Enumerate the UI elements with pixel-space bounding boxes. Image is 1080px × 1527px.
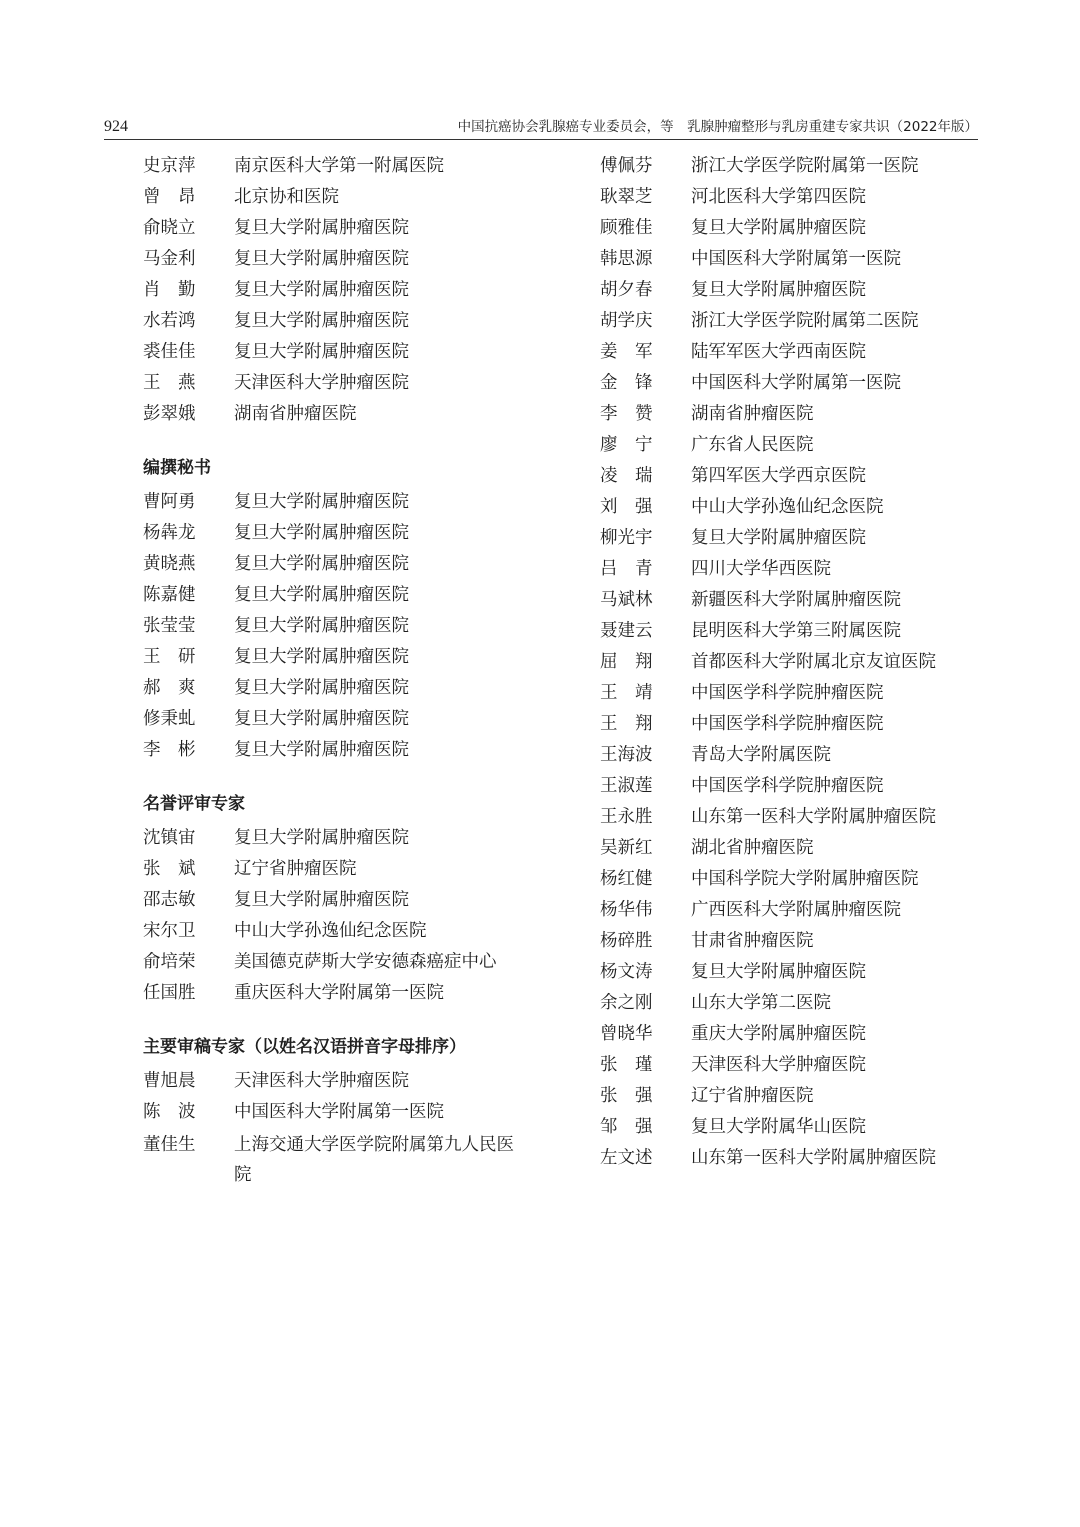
expert-name: 王淑莲 — [600, 776, 653, 796]
expert-institution: 复旦大学附属肿瘤医院 — [234, 342, 409, 362]
expert-institution: 复旦大学附属肿瘤医院 — [234, 311, 409, 331]
list-item — [143, 1126, 563, 1190]
list-item — [600, 459, 1000, 490]
list-item — [143, 671, 563, 702]
list-item — [143, 976, 563, 1007]
expert-name: 水若鸿 — [143, 311, 196, 331]
list-item — [600, 1048, 1000, 1079]
list-item — [600, 273, 1000, 304]
expert-name: 杨华伟 — [600, 900, 653, 920]
list-item — [600, 862, 1000, 893]
section-editorial-secretaries — [143, 452, 563, 764]
expert-name: 刘 强 — [600, 497, 653, 517]
expert-institution: 湖北省肿瘤医院 — [691, 838, 814, 858]
expert-institution: 复旦大学附属肿瘤医院 — [234, 740, 409, 760]
list-item — [600, 1141, 1000, 1172]
expert-name: 沈镇宙 — [143, 828, 196, 848]
expert-institution: 复旦大学附属肿瘤医院 — [691, 962, 866, 982]
list-item — [600, 552, 1000, 583]
list-item — [600, 738, 1000, 769]
expert-name: 杨文涛 — [600, 962, 653, 982]
expert-name: 杨红健 — [600, 869, 653, 889]
list-item — [143, 180, 563, 211]
list-item — [600, 614, 1000, 645]
list-item — [600, 583, 1000, 614]
expert-institution: 天津医科大学肿瘤医院 — [234, 373, 409, 393]
list-item — [600, 769, 1000, 800]
list-item — [143, 149, 563, 180]
expert-institution: 复旦大学附属肿瘤医院 — [234, 616, 409, 636]
expert-institution: 辽宁省肿瘤医院 — [691, 1086, 814, 1106]
page-header — [104, 117, 978, 140]
expert-name: 胡学庆 — [600, 311, 653, 331]
expert-name: 胡夕春 — [600, 280, 653, 300]
expert-institution: 昆明医科大学第三附属医院 — [691, 621, 901, 641]
expert-name: 李 彬 — [143, 740, 196, 760]
expert-institution: 中山大学孙逸仙纪念医院 — [691, 497, 884, 517]
expert-name: 曹阿勇 — [143, 492, 196, 512]
expert-institution: 复旦大学附属肿瘤医院 — [234, 709, 409, 729]
list-item — [600, 428, 1000, 459]
section-title: 主要审稿专家（以姓名汉语拼音字母排序） — [143, 1037, 466, 1057]
expert-institution: 山东第一医科大学附属肿瘤医院 — [691, 807, 936, 827]
expert-name: 柳光宇 — [600, 528, 653, 548]
list-item — [143, 914, 563, 945]
expert-name: 王永胜 — [600, 807, 653, 827]
list-item — [143, 733, 563, 764]
list-item — [143, 242, 563, 273]
list-item — [143, 304, 563, 335]
expert-institution: 复旦大学附属肿瘤医院 — [234, 523, 409, 543]
expert-name: 凌 瑞 — [600, 466, 653, 486]
section-title: 编撰秘书 — [143, 458, 211, 478]
expert-institution: 第四军医大学西京医院 — [691, 466, 866, 486]
expert-name: 陈 波 — [143, 1102, 196, 1122]
page-number: 924 — [104, 118, 128, 135]
expert-institution: 中国医学科学院肿瘤医院 — [691, 683, 884, 703]
expert-name: 史京萍 — [143, 156, 196, 176]
list-item — [143, 335, 563, 366]
expert-name: 吴新红 — [600, 838, 653, 858]
list-item — [143, 640, 563, 671]
expert-institution: 浙江大学医学院附属第二医院 — [691, 311, 919, 331]
section-honorary-reviewers — [143, 788, 563, 1007]
expert-name: 曾晓华 — [600, 1024, 653, 1044]
expert-institution: 北京协和医院 — [234, 187, 339, 207]
left-column — [143, 149, 563, 1190]
expert-institution: 山东第一医科大学附属肿瘤医院 — [691, 1148, 936, 1168]
expert-name: 廖 宁 — [600, 435, 653, 455]
list-item — [143, 609, 563, 640]
expert-institution: 中国医学科学院肿瘤医院 — [691, 714, 884, 734]
expert-name: 郝 爽 — [143, 678, 196, 698]
list-item — [143, 273, 563, 304]
expert-institution: 复旦大学附属肿瘤医院 — [234, 554, 409, 574]
expert-name: 左文述 — [600, 1148, 653, 1168]
expert-name: 余之刚 — [600, 993, 653, 1013]
expert-institution: 中国医科大学附属第一医院 — [234, 1102, 444, 1122]
expert-institution: 青岛大学附属医院 — [691, 745, 831, 765]
expert-name: 王 研 — [143, 647, 196, 667]
expert-name: 邵志敏 — [143, 890, 196, 910]
expert-institution: 新疆医科大学附属肿瘤医院 — [691, 590, 901, 610]
list-item — [143, 852, 563, 883]
list-item — [600, 893, 1000, 924]
expert-institution: 山东大学第二医院 — [691, 993, 831, 1013]
expert-name: 马斌林 — [600, 590, 653, 610]
list-item — [600, 490, 1000, 521]
expert-name: 李 赞 — [600, 404, 653, 424]
expert-institution: 浙江大学医学院附属第一医院 — [691, 156, 919, 176]
expert-institution: 天津医科大学肿瘤医院 — [234, 1071, 409, 1091]
right-column — [600, 149, 1000, 1172]
list-item — [143, 578, 563, 609]
list-item — [143, 516, 563, 547]
expert-name: 韩思源 — [600, 249, 653, 269]
list-item — [600, 180, 1000, 211]
list-item — [600, 1017, 1000, 1048]
list-item — [600, 335, 1000, 366]
expert-name: 金 锋 — [600, 373, 653, 393]
expert-institution: 中山大学孙逸仙纪念医院 — [234, 921, 427, 941]
expert-name: 陈嘉健 — [143, 585, 196, 605]
expert-name: 曹旭晨 — [143, 1071, 196, 1091]
expert-name: 彭翠娥 — [143, 404, 196, 424]
expert-institution: 美国德克萨斯大学安德森癌症中心 — [234, 952, 497, 972]
expert-institution: 陆军军医大学西南医院 — [691, 342, 866, 362]
expert-name: 杨犇龙 — [143, 523, 196, 543]
expert-institution: 中国医科大学附属第一医院 — [691, 249, 901, 269]
expert-institution: 甘肃省肿瘤医院 — [691, 931, 814, 951]
expert-institution: 上海交通大学医学院附属第九人民医院 — [234, 1135, 514, 1185]
expert-name: 黄晓燕 — [143, 554, 196, 574]
list-item — [600, 707, 1000, 738]
expert-name: 宋尔卫 — [143, 921, 196, 941]
expert-name: 吕 青 — [600, 559, 653, 579]
expert-institution: 中国医科大学附属第一医院 — [691, 373, 901, 393]
expert-institution: 复旦大学附属肿瘤医院 — [691, 528, 866, 548]
expert-name: 杨碎胜 — [600, 931, 653, 951]
expert-name: 耿翠芝 — [600, 187, 653, 207]
expert-institution: 复旦大学附属肿瘤医院 — [691, 218, 866, 238]
list-item — [600, 1110, 1000, 1141]
list-item — [600, 645, 1000, 676]
expert-institution: 复旦大学附属肿瘤医院 — [691, 280, 866, 300]
expert-institution: 河北医科大学第四医院 — [691, 187, 866, 207]
list-item — [600, 800, 1000, 831]
list-item — [600, 521, 1000, 552]
expert-institution: 复旦大学附属肿瘤医院 — [234, 218, 409, 238]
expert-name: 姜 军 — [600, 342, 653, 362]
list-item — [600, 211, 1000, 242]
expert-name: 邹 强 — [600, 1117, 653, 1137]
expert-institution: 南京医科大学第一附属医院 — [234, 156, 444, 176]
expert-institution: 重庆医科大学附属第一医院 — [234, 983, 444, 1003]
expert-name: 张 强 — [600, 1086, 653, 1106]
list-item — [600, 831, 1000, 862]
list-item — [143, 883, 563, 914]
expert-name: 张 瑾 — [600, 1055, 653, 1075]
expert-name: 傅佩芬 — [600, 156, 653, 176]
expert-institution: 湖南省肿瘤医院 — [234, 404, 357, 424]
section-main-reviewers — [143, 1031, 563, 1190]
expert-institution: 复旦大学附属肿瘤医院 — [234, 647, 409, 667]
expert-institution: 中国科学院大学附属肿瘤医院 — [691, 869, 919, 889]
expert-institution: 辽宁省肿瘤医院 — [234, 859, 357, 879]
expert-name: 王 靖 — [600, 683, 653, 703]
expert-name: 马金利 — [143, 249, 196, 269]
list-item — [143, 366, 563, 397]
expert-name: 王 燕 — [143, 373, 196, 393]
list-item — [143, 821, 563, 852]
expert-name: 裘佳佳 — [143, 342, 196, 362]
list-item — [143, 1064, 563, 1095]
expert-institution: 复旦大学附属肿瘤医院 — [234, 678, 409, 698]
expert-institution: 中国医学科学院肿瘤医院 — [691, 776, 884, 796]
expert-name: 顾雅佳 — [600, 218, 653, 238]
list-item — [600, 955, 1000, 986]
list-item — [600, 149, 1000, 180]
expert-name: 俞晓立 — [143, 218, 196, 238]
list-item — [143, 397, 563, 428]
expert-name: 曾 昂 — [143, 187, 196, 207]
expert-institution: 广东省人民医院 — [691, 435, 814, 455]
expert-name: 修秉虬 — [143, 709, 196, 729]
list-item — [600, 676, 1000, 707]
list-item — [600, 366, 1000, 397]
expert-name: 王海波 — [600, 745, 653, 765]
expert-institution: 复旦大学附属肿瘤医院 — [234, 492, 409, 512]
expert-institution: 首都医科大学附属北京友谊医院 — [691, 652, 936, 672]
expert-name: 王 翔 — [600, 714, 653, 734]
list-item — [600, 1079, 1000, 1110]
expert-name: 张 斌 — [143, 859, 196, 879]
running-title: 中国抗癌协会乳腺癌专业委员会，等 乳腺肿瘤整形与乳房重建专家共识（2022年版） — [457, 119, 978, 135]
expert-institution: 复旦大学附属肿瘤医院 — [234, 585, 409, 605]
list-item — [143, 945, 563, 976]
expert-institution: 复旦大学附属华山医院 — [691, 1117, 866, 1137]
list-item — [600, 924, 1000, 955]
expert-institution: 重庆大学附属肿瘤医院 — [691, 1024, 866, 1044]
list-item — [143, 485, 563, 516]
top-expert-list — [143, 149, 563, 428]
expert-name: 董佳生 — [143, 1135, 196, 1155]
list-item — [143, 211, 563, 242]
list-item — [600, 304, 1000, 335]
expert-name: 聂建云 — [600, 621, 653, 641]
list-item — [143, 702, 563, 733]
expert-institution: 四川大学华西医院 — [691, 559, 831, 579]
list-item — [600, 986, 1000, 1017]
expert-institution: 复旦大学附属肿瘤医院 — [234, 249, 409, 269]
expert-institution: 广西医科大学附属肿瘤医院 — [691, 900, 901, 920]
expert-name: 俞培荣 — [143, 952, 196, 972]
section-title: 名誉评审专家 — [143, 794, 245, 814]
expert-institution: 复旦大学附属肿瘤医院 — [234, 280, 409, 300]
list-item — [143, 1095, 563, 1126]
expert-name: 屈 翔 — [600, 652, 653, 672]
expert-institution: 复旦大学附属肿瘤医院 — [234, 828, 409, 848]
list-item — [143, 547, 563, 578]
expert-institution: 复旦大学附属肿瘤医院 — [234, 890, 409, 910]
expert-name: 张莹莹 — [143, 616, 196, 636]
list-item — [600, 397, 1000, 428]
expert-institution: 湖南省肿瘤医院 — [691, 404, 814, 424]
expert-institution: 天津医科大学肿瘤医院 — [691, 1055, 866, 1075]
expert-name: 肖 勤 — [143, 280, 196, 300]
expert-name: 任国胜 — [143, 983, 196, 1003]
list-item — [600, 242, 1000, 273]
